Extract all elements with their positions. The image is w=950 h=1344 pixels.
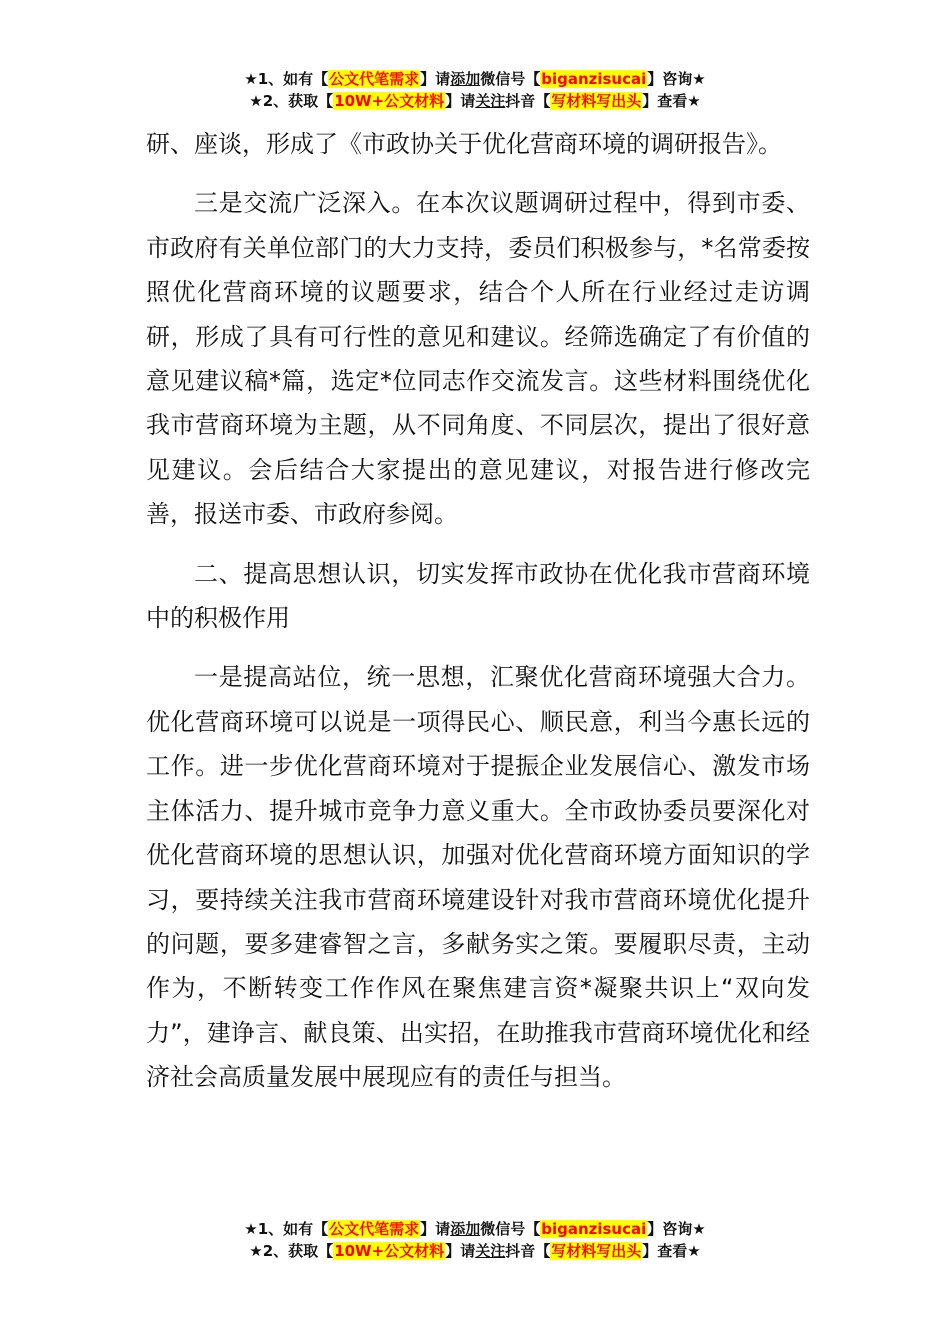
banner-text: 】请 (420, 1220, 451, 1238)
footer-banner (0, 1218, 950, 1262)
banner-text: ★2、获取【 (249, 92, 334, 110)
highlight-wechat-id: biganzisucai (541, 70, 647, 88)
banner-text-underlined: 添加 (450, 70, 481, 88)
highlight-douyin-account: 写材料写出头 (551, 92, 642, 110)
banner-text-underlined: 关注 (475, 1242, 506, 1260)
banner-line-1 (0, 68, 950, 90)
banner-line-2 (0, 1240, 950, 1262)
paragraph-exchange: 三是交流广泛深入。在本次议题调研过程中，得到市委、市政府有关单位部门的大力支持，委员们积极参与，*名常委按照优化营商环境的议题要求，结合个人所在行业经过走访调研，形成了具有可行性的意见和建议。经筛选确定了有价值的意见建议稿*篇，选定*位同志作交流发言。这些材料围绕优化我市营商环境为主题，从不同角度、不同层次，提出了很好意见建议。会后结合大家提出的意见建议，对报告进行修改完善，报送市委、市政府参阅。 (146, 189, 810, 529)
header-banner (0, 68, 950, 112)
banner-text: 微信号【 (480, 70, 541, 88)
highlight-materials: 10W+公文材料 (334, 1242, 445, 1260)
banner-text: 抖音【 (505, 92, 551, 110)
banner-text: 】咨询★ (647, 70, 706, 88)
banner-text: 】请 (420, 70, 451, 88)
banner-text: 】咨询★ (647, 1220, 706, 1238)
highlight-materials: 10W+公文材料 (334, 92, 445, 110)
banner-text: 抖音【 (505, 1242, 551, 1260)
banner-text: 】请 (445, 1242, 476, 1260)
banner-text: ★2、获取【 (249, 1242, 334, 1260)
banner-text: 】查看★ (642, 92, 701, 110)
banner-text: 】请 (445, 92, 476, 110)
paragraph-raise-position: 一是提高站位，统一思想，汇聚优化营商环境强大合力。优化营商环境可以说是一项得民心、顺民意，利当今惠长远的工作。进一步优化营商环境对于提振企业发展信心、激发市场主体活力、提升城市竞争力意义重大。全市政协委员要深化对优化营商环境的思想认识，加强对优化营商环境方面知识的学习，要持续关注我市营商环境建设针对我市营商环境优化提升的问题，要多建睿智之言，多献务实之策。要履职尽责，主动作为，不断转变工作作风在聚焦建言资*凝聚共识上“双向发力”，建诤言、献良策、出实招，在助推我市营商环境优化和经济社会高质量发展中展现应有的责任与担当。 (146, 663, 810, 1092)
banner-text: 】查看★ (642, 1242, 701, 1260)
paragraph-continuation: 研、座谈，形成了《市政协关于优化营商环境的调研报告》。 (146, 130, 782, 158)
document-body (146, 122, 810, 1100)
banner-text: ★1、如有【 (244, 70, 329, 88)
highlight-ghostwriting: 公文代笔需求 (329, 1220, 420, 1238)
banner-text: 微信号【 (480, 1220, 541, 1238)
banner-text: ★1、如有【 (244, 1220, 329, 1238)
highlight-ghostwriting: 公文代笔需求 (329, 70, 420, 88)
highlight-wechat-id: biganzisucai (541, 1220, 647, 1238)
banner-line-1 (0, 1218, 950, 1240)
section-heading: 二、提高思想认识，切实发挥市政协在优化我市营商环境中的积极作用 (146, 559, 810, 633)
highlight-douyin-account: 写材料写出头 (551, 1242, 642, 1260)
banner-line-2 (0, 90, 950, 112)
banner-text-underlined: 关注 (475, 92, 506, 110)
banner-text-underlined: 添加 (450, 1220, 481, 1238)
